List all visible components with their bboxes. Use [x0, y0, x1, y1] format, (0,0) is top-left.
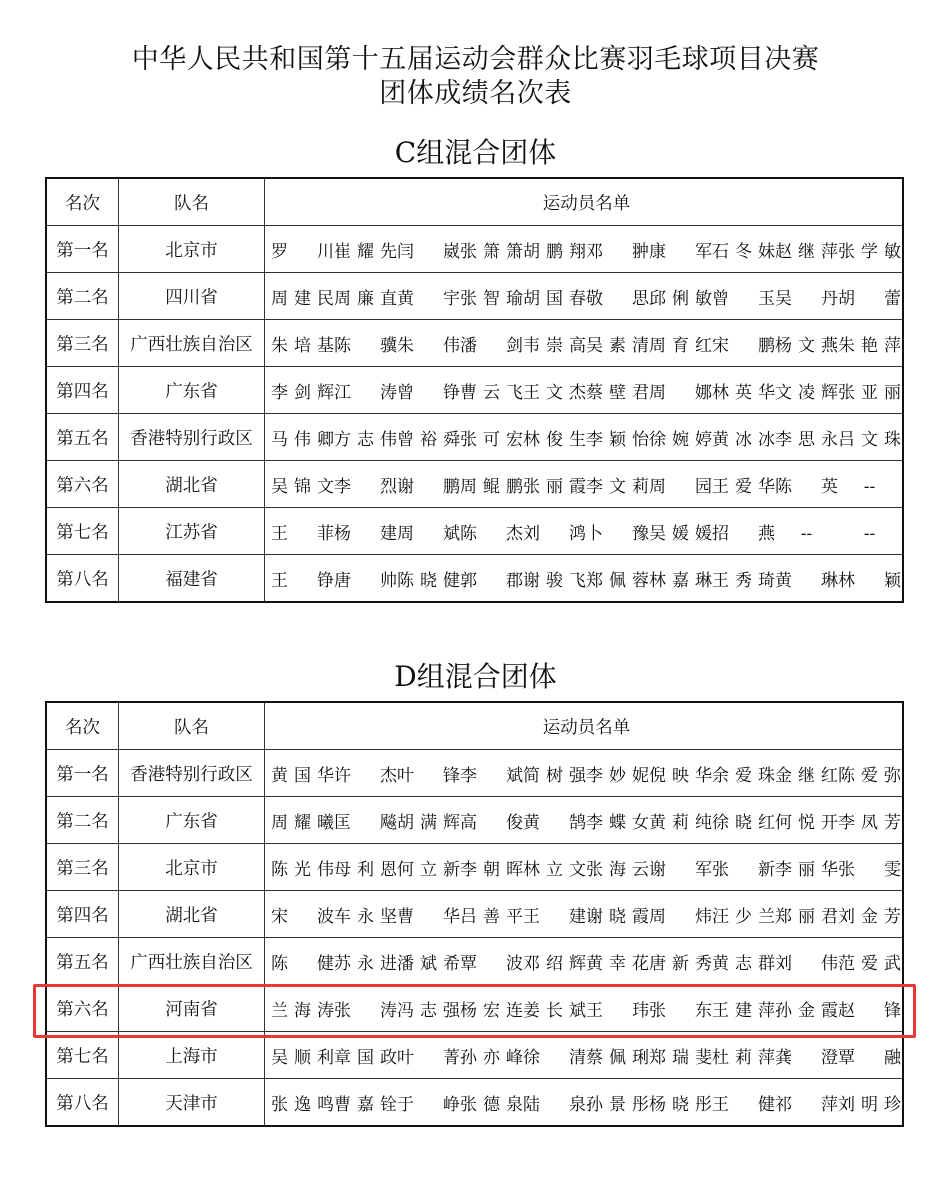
- athlete-name: 邱俐敏: [649, 288, 712, 309]
- athlete-name: 王 玮: [586, 1000, 649, 1021]
- athlete-name: --: [800, 523, 813, 544]
- athlete-name: 母利恩: [334, 859, 397, 880]
- athlete-name: 谢 军: [649, 859, 712, 880]
- athlete-name: 黄志群: [712, 953, 775, 974]
- athlete-name: 黄幸花: [586, 953, 649, 974]
- athlete-name: 邓 翀: [586, 241, 649, 262]
- group-c-title: C组混合团体: [394, 136, 557, 169]
- table-header-row: [46, 178, 903, 226]
- athlete-name: 何悦开: [775, 812, 838, 833]
- athlete-name: 陈 健: [271, 953, 334, 974]
- athlete-name: 吕善平: [460, 906, 523, 927]
- table-row: [46, 891, 903, 938]
- table-row: [46, 938, 903, 985]
- team-cell: 广西壮族自治区: [119, 938, 265, 985]
- athlete-name: 张德泉: [460, 1094, 523, 1115]
- athlete-name: 陈 杰: [460, 523, 523, 544]
- athlete-name: 林俊生: [523, 429, 586, 450]
- table-row: [46, 461, 903, 508]
- athlete-name: 王文杰: [523, 382, 586, 403]
- athlete-name: 谢 鹏: [397, 476, 460, 497]
- athlete-name: 王 铮: [271, 570, 334, 591]
- athlete-name: 王 菲: [271, 523, 334, 544]
- athlete-name: 苏永进: [334, 953, 397, 974]
- team-cell: 上海市: [119, 1032, 265, 1079]
- athlete-name: 卜 豫: [586, 523, 649, 544]
- rank-cell: 第二名: [46, 273, 119, 320]
- athlete-name: 覃 波: [460, 953, 523, 974]
- athlete-name: 黄 宇: [397, 288, 460, 309]
- athlete-name: 朱艳萍: [838, 335, 901, 356]
- group-d-table: [45, 701, 904, 1127]
- athlete-name: 蔡佩琍: [586, 1047, 649, 1068]
- athlete-name: 曾 铮: [397, 382, 460, 403]
- athlete-name: 李凤芳: [838, 812, 901, 833]
- athlete-name: 范爱武: [838, 953, 901, 974]
- athlete-name: 胡 蕾: [838, 288, 901, 309]
- athlete-name: 宋 鹏: [712, 335, 775, 356]
- athlete-name: 曹云飞: [460, 382, 523, 403]
- athlete-name: 章国政: [334, 1047, 397, 1068]
- athlete-name: 招 燕: [712, 523, 775, 544]
- athlete-name: 汪少兰: [712, 906, 775, 927]
- athlete-name: 陆 泉: [523, 1094, 586, 1115]
- athlete-name: 石冬妹: [712, 241, 775, 262]
- athlete-name: 覃 融: [838, 1047, 901, 1068]
- athlete-name: 唐 帅: [334, 570, 397, 591]
- athlete-name: 赵继萍: [775, 241, 838, 262]
- athlete-name: 龚 澄: [775, 1047, 838, 1068]
- table-row: [46, 750, 903, 797]
- athlete-name: 李蝶女: [586, 812, 649, 833]
- athlete-name: 林嘉琳: [649, 570, 712, 591]
- athlete-name: 杨 建: [334, 523, 397, 544]
- members-cell: [265, 844, 904, 891]
- team-cell: 河南省: [119, 985, 265, 1032]
- athlete-name: 曾裕舜: [397, 429, 460, 450]
- athlete-name: 周鲲鹏: [460, 476, 523, 497]
- athlete-name: 车永坚: [334, 906, 397, 927]
- athlete-name: 黄国华: [271, 765, 334, 786]
- athlete-name: 王 建: [523, 906, 586, 927]
- header-rank: 名次: [46, 178, 119, 226]
- table-row: [46, 1079, 903, 1127]
- table-header-row: [46, 702, 903, 750]
- athlete-name: 于 峥: [397, 1094, 460, 1115]
- athlete-name: 文凌辉: [775, 382, 838, 403]
- rank-cell: 第一名: [46, 750, 119, 797]
- athlete-name: 张丽霞: [523, 476, 586, 497]
- athlete-name: 郭 郡: [460, 570, 523, 591]
- team-cell: 广西壮族自治区: [119, 320, 265, 367]
- athlete-name: 陈 英: [775, 476, 838, 497]
- rank-cell: 第三名: [46, 844, 119, 891]
- athlete-name: 黄冰冰: [712, 429, 775, 450]
- athlete-name: 吴锦文: [271, 476, 334, 497]
- table-row: [46, 844, 903, 891]
- team-cell: 福建省: [119, 555, 265, 603]
- athlete-name: 宋 波: [271, 906, 334, 927]
- athlete-name: 李 烈: [334, 476, 397, 497]
- athlete-name: 康 军: [649, 241, 712, 262]
- members-cell: [265, 1032, 904, 1079]
- members-cell: [265, 1079, 904, 1127]
- athlete-name: 曹嘉铨: [334, 1094, 397, 1115]
- athlete-name: 李妙妮: [586, 765, 649, 786]
- athlete-name: 孙景彤: [586, 1094, 649, 1115]
- athlete-name: 吴顺利: [271, 1047, 334, 1068]
- athlete-name: 金继红: [775, 765, 838, 786]
- athlete-name: 冯志强: [397, 1000, 460, 1021]
- rank-cell: 第七名: [46, 1032, 119, 1079]
- athlete-name: 周 园: [649, 476, 712, 497]
- athlete-name: 王秀琦: [712, 570, 775, 591]
- athlete-name: 李思永: [775, 429, 838, 450]
- team-cell: 天津市: [119, 1079, 265, 1127]
- document-subtitle: 团体成绩名次表: [379, 78, 572, 109]
- athlete-name: 徐婉婷: [649, 429, 712, 450]
- athlete-name: 黄 鹄: [523, 812, 586, 833]
- rank-cell: 第六名: [46, 461, 119, 508]
- athlete-name: 兰海涛: [271, 1000, 334, 1021]
- athlete-name: 郑瑞斐: [649, 1047, 712, 1068]
- athlete-name: 王爱华: [712, 476, 775, 497]
- athlete-name: 闫 崴: [397, 241, 460, 262]
- team-cell: 江苏省: [119, 508, 265, 555]
- members-cell: [265, 891, 904, 938]
- members-cell: [265, 938, 904, 985]
- rank-cell: 第四名: [46, 891, 119, 938]
- athlete-name: 吕文珠: [838, 429, 901, 450]
- table-row: [46, 555, 903, 603]
- athlete-name: 杨文燕: [775, 335, 838, 356]
- athlete-name: 张智瑜: [460, 288, 523, 309]
- athlete-name: 张 东: [649, 1000, 712, 1021]
- athlete-name: --: [863, 476, 876, 497]
- rank-cell: 第七名: [46, 508, 119, 555]
- athlete-name: 刘明珍: [838, 1094, 901, 1115]
- athlete-name: 李 斌: [460, 765, 523, 786]
- athlete-name: 李文莉: [586, 476, 649, 497]
- athlete-name: 李颖怡: [586, 429, 649, 450]
- athlete-name: 吴素清: [586, 335, 649, 356]
- athlete-name: 周 娜: [649, 382, 712, 403]
- athlete-name: 张逸鸣: [271, 1094, 334, 1115]
- athlete-name: 刘 鸿: [523, 523, 586, 544]
- athlete-name: 郑丽君: [775, 906, 838, 927]
- athlete-name: 胡满辉: [397, 812, 460, 833]
- athlete-name: 邓绍辉: [523, 953, 586, 974]
- table-row: [46, 414, 903, 461]
- table-row: [46, 1032, 903, 1079]
- athlete-name: 陈爱弥: [838, 765, 901, 786]
- athlete-name: 张亚丽: [838, 382, 901, 403]
- team-cell: 北京市: [119, 226, 265, 273]
- athlete-name: 杜莉萍: [712, 1047, 775, 1068]
- rank-cell: 第三名: [46, 320, 119, 367]
- rank-cell: 第八名: [46, 555, 119, 603]
- team-cell: 四川省: [119, 273, 265, 320]
- team-cell: 湖北省: [119, 461, 265, 508]
- athlete-name: 杨晓彤: [649, 1094, 712, 1115]
- athlete-name: 徐 清: [523, 1047, 586, 1068]
- athlete-name: 陈 骥: [334, 335, 397, 356]
- athlete-name: 陈光伟: [271, 859, 334, 880]
- rank-cell: 第五名: [46, 938, 119, 985]
- athlete-name: 曾 玉: [712, 288, 775, 309]
- athlete-name: 谢晓霞: [586, 906, 649, 927]
- athlete-name: 倪映华: [649, 765, 712, 786]
- athlete-name: 王 健: [712, 1094, 775, 1115]
- athlete-name: 周 斌: [397, 523, 460, 544]
- athlete-name: 徐晓红: [712, 812, 775, 833]
- athlete-name: 唐新秀: [649, 953, 712, 974]
- header-members: 运动员名单: [265, 178, 904, 226]
- athlete-name: 江 涛: [334, 382, 397, 403]
- athlete-name: 朱培基: [271, 335, 334, 356]
- members-cell: [265, 273, 904, 320]
- members-cell: [265, 508, 904, 555]
- athlete-name: 周建民: [271, 288, 334, 309]
- athlete-name: 胡国春: [523, 288, 586, 309]
- athlete-name: 叶 锋: [397, 765, 460, 786]
- table-row: [46, 226, 903, 273]
- athlete-name: 胡鹏翔: [523, 241, 586, 262]
- header-rank: 名次: [46, 702, 119, 750]
- athlete-name: 王建萍: [712, 1000, 775, 1021]
- athlete-name: 敬 思: [586, 288, 649, 309]
- athlete-name: 曹 华: [397, 906, 460, 927]
- athlete-name: 许 杰: [334, 765, 397, 786]
- athlete-name: 朱 伟: [397, 335, 460, 356]
- team-cell: 广东省: [119, 797, 265, 844]
- athlete-name: 崔耀先: [334, 241, 397, 262]
- athlete-name: 张学敏: [838, 241, 901, 262]
- members-cell: [265, 750, 904, 797]
- rank-cell: 第六名: [46, 985, 119, 1032]
- team-cell: 香港特别行政区: [119, 750, 265, 797]
- athlete-name: 吴媛媛: [649, 523, 712, 544]
- athlete-name: 李剑辉: [271, 382, 334, 403]
- athlete-name: 孙亦峰: [460, 1047, 523, 1068]
- table-row: [46, 273, 903, 320]
- table-row: [46, 797, 903, 844]
- athlete-name: 赵 锋: [838, 1000, 901, 1021]
- rank-cell: 第二名: [46, 797, 119, 844]
- athlete-name: 张 新: [712, 859, 775, 880]
- members-cell: [265, 555, 904, 603]
- members-cell: [265, 461, 904, 508]
- athlete-name: 叶 菁: [397, 1047, 460, 1068]
- athlete-name: 简树强: [523, 765, 586, 786]
- athlete-name: 高 俊: [460, 812, 523, 833]
- athlete-name: 黄 琳: [775, 570, 838, 591]
- athlete-name: 周育红: [649, 335, 712, 356]
- athlete-name: 潘 剑: [460, 335, 523, 356]
- group-d-title: D组混合团体: [394, 660, 557, 693]
- athlete-name: 刘 伟: [775, 953, 838, 974]
- athlete-name: 孙金霞: [775, 1000, 838, 1021]
- rank-cell: 第一名: [46, 226, 119, 273]
- rank-cell: 第五名: [46, 414, 119, 461]
- members-cell: [265, 320, 904, 367]
- athlete-name: 谢骏飞: [523, 570, 586, 591]
- team-cell: 北京市: [119, 844, 265, 891]
- document-title: 中华人民共和国第十五届运动会群众比赛羽毛球项目决赛: [131, 44, 820, 75]
- athlete-name: 周廉直: [334, 288, 397, 309]
- members-cell: [265, 226, 904, 273]
- athlete-name: 张 涛: [334, 1000, 397, 1021]
- athlete-name: 姜长斌: [523, 1000, 586, 1021]
- athlete-name: 匡 飚: [334, 812, 397, 833]
- athlete-name: 林 颖: [838, 570, 901, 591]
- table-row: [46, 508, 903, 555]
- members-cell: [265, 797, 904, 844]
- highlight-box-henan-row: [33, 984, 916, 1038]
- athlete-name: 潘斌希: [397, 953, 460, 974]
- athlete-name: 余爱珠: [712, 765, 775, 786]
- athlete-name: 陈晓健: [397, 570, 460, 591]
- athlete-name: 周 炜: [649, 906, 712, 927]
- header-members: 运动员名单: [265, 702, 904, 750]
- athlete-name: 杨宏连: [460, 1000, 523, 1021]
- athlete-name: 何立新: [397, 859, 460, 880]
- athlete-name: 张海云: [586, 859, 649, 880]
- athlete-name: 祁 萍: [775, 1094, 838, 1115]
- team-cell: 香港特别行政区: [119, 414, 265, 461]
- athlete-name: --: [863, 523, 876, 544]
- table-row: [46, 367, 903, 414]
- team-cell: 湖北省: [119, 891, 265, 938]
- table-row: [46, 320, 903, 367]
- athlete-name: 刘金芳: [838, 906, 901, 927]
- athlete-name: 马伟卿: [271, 429, 334, 450]
- members-cell: [265, 414, 904, 461]
- members-cell: [265, 367, 904, 414]
- header-team: 队名: [119, 178, 265, 226]
- group-c-table: [45, 177, 904, 603]
- athlete-name: 林立文: [523, 859, 586, 880]
- header-team: 队名: [119, 702, 265, 750]
- athlete-name: 郑佩蓉: [586, 570, 649, 591]
- athlete-name: 蔡壁君: [586, 382, 649, 403]
- athlete-name: 张可宏: [460, 429, 523, 450]
- rank-cell: 第八名: [46, 1079, 119, 1127]
- athlete-name: 罗 川: [271, 241, 334, 262]
- rank-cell: 第四名: [46, 367, 119, 414]
- athlete-name: 韦崇高: [523, 335, 586, 356]
- athlete-name: 李丽华: [775, 859, 838, 880]
- athlete-name: 林英华: [712, 382, 775, 403]
- athlete-name: 吴 丹: [775, 288, 838, 309]
- athlete-name: 李朝晖: [460, 859, 523, 880]
- athlete-name: 张 雯: [838, 859, 901, 880]
- athlete-name: 黄莉纯: [649, 812, 712, 833]
- team-cell: 广东省: [119, 367, 265, 414]
- athlete-name: 方志伟: [334, 429, 397, 450]
- athlete-name: 张箫箫: [460, 241, 523, 262]
- athlete-name: 周耀曦: [271, 812, 334, 833]
